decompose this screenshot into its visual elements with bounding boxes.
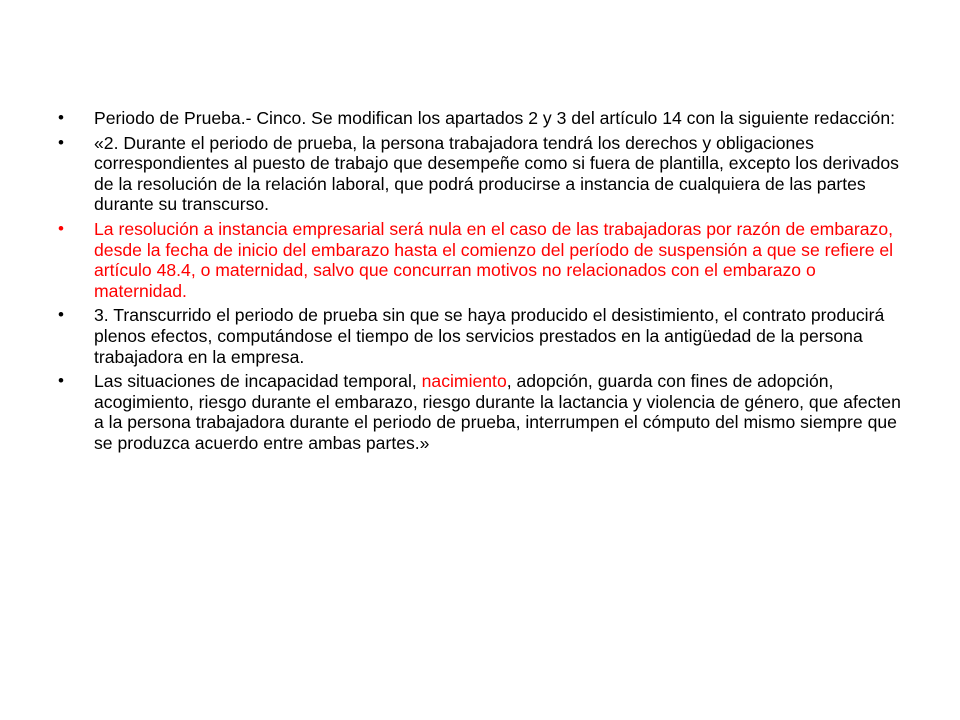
- bullet-icon: •: [58, 371, 64, 391]
- bullet-text: «2. Durante el periodo de prueba, la persona trabajadora tendrá los derechos y obligaciones correspondientes al puesto de trabajo que desempeñe como si fuera de plantilla, excepto los derivados de la resolución de la relación laboral, que podrá producirse a instancia de cualquiera de las partes durante su transcurso.: [94, 132, 899, 215]
- bullet-text-before: Las situaciones de incapacidad temporal,: [94, 371, 422, 392]
- bullet-list: [58, 108, 908, 458]
- bullet-icon: •: [58, 132, 64, 152]
- bullet-text-after: , adopción, guarda con fines de adopción, acogimiento, riesgo durante el embarazo, riesgo durante la lactancia y violencia de género, que afecten a la persona trabajadora durante el periodo de prueba, interrumpen el cómputo del mismo siempre que se produzca acuerdo entre ambas partes.»: [94, 371, 901, 453]
- bullet-item-apartado-3: [58, 305, 908, 367]
- bullet-icon: •: [58, 108, 64, 127]
- bullet-text: La resolución a instancia empresarial será nula en el caso de las trabajadoras por razón de embarazo, desde la fecha de inicio del embarazo hasta el comienzo del período de suspensión a que se refiere el artículo 48.4, o maternidad, salvo que concurran motivos no relacionados con el embarazo o maternidad.: [94, 218, 894, 301]
- bullet-text: Periodo de Prueba.- Cinco. Se modifican los apartados 2 y 3 del artículo 14 con la siguiente redacción:: [94, 108, 895, 128]
- bullet-icon: •: [58, 218, 64, 238]
- bullet-item-apartado-2: [58, 133, 908, 215]
- bullet-icon: •: [58, 305, 64, 325]
- bullet-item-periodo-de-prueba: [58, 108, 908, 129]
- bullet-text-highlight: nacimiento: [421, 371, 507, 392]
- bullet-item-resolucion-nula: [58, 219, 908, 301]
- bullet-item-situaciones-incapacidad: [58, 371, 908, 453]
- bullet-text: 3. Transcurrido el periodo de prueba sin que se haya producido el desistimiento, el contrato producirá plenos efectos, computándose el tiempo de los servicios prestados en la antigüedad de la persona trabajadora en la empresa.: [94, 305, 885, 367]
